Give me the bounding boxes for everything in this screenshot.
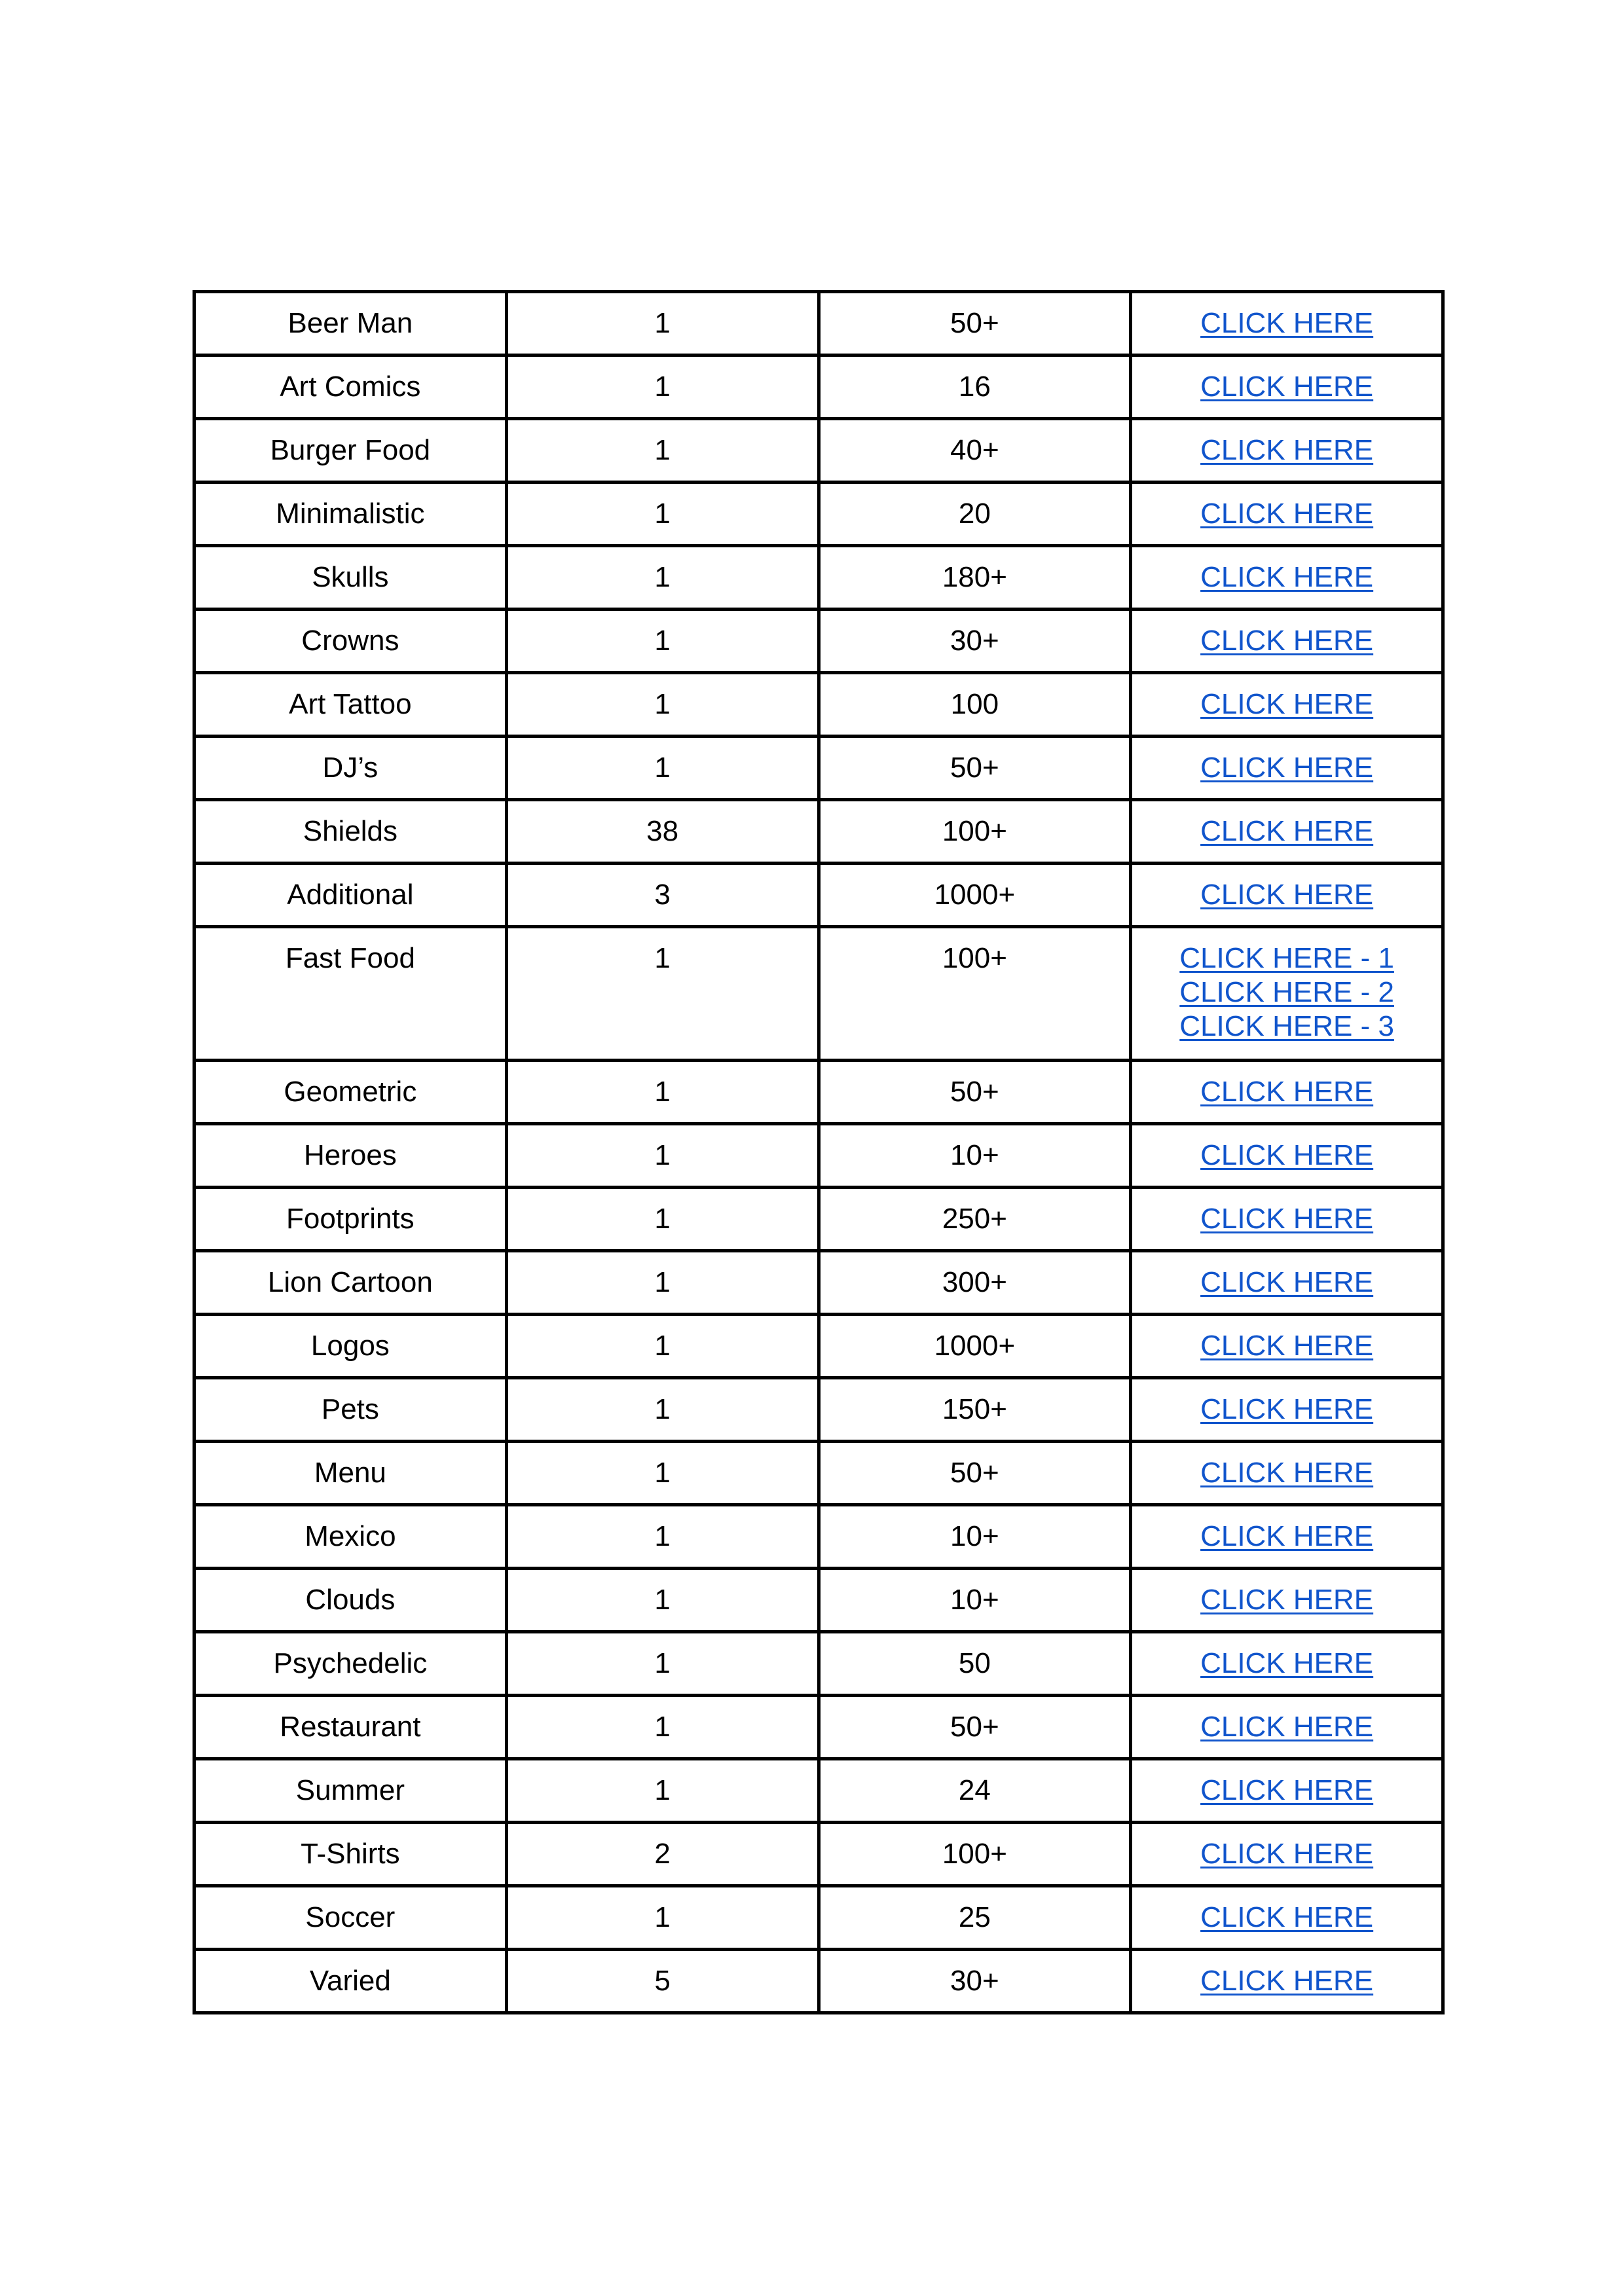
table-row	[194, 800, 1443, 864]
category-cell: Varied	[194, 1950, 507, 2013]
packs-cell: 1	[506, 1886, 819, 1950]
packs-cell: 1	[506, 1696, 819, 1759]
packs-cell: 1	[506, 1188, 819, 1251]
link-stack	[1139, 1075, 1435, 1109]
link-stack	[1139, 1393, 1435, 1427]
click-here-link[interactable]: CLICK HERE	[1200, 1076, 1374, 1108]
click-here-link[interactable]: CLICK HERE	[1200, 688, 1374, 720]
click-here-link[interactable]: CLICK HERE	[1200, 1266, 1374, 1298]
category-cell: T-Shirts	[194, 1823, 507, 1886]
link-stack	[1139, 370, 1435, 404]
link-cell	[1131, 1061, 1443, 1124]
table-row	[194, 1442, 1443, 1505]
category-cell: Clouds	[194, 1569, 507, 1632]
link-stack	[1139, 1520, 1435, 1554]
link-cell	[1131, 1632, 1443, 1696]
link-cell	[1131, 737, 1443, 800]
click-here-link[interactable]: CLICK HERE	[1200, 561, 1374, 593]
table-row	[194, 864, 1443, 927]
category-cell: Lion Cartoon	[194, 1251, 507, 1315]
click-here-link[interactable]: CLICK HERE - 3	[1179, 1010, 1394, 1042]
category-cell: Shields	[194, 800, 507, 864]
category-cell: Soccer	[194, 1886, 507, 1950]
count-cell: 40+	[819, 419, 1131, 483]
packs-cell: 1	[506, 1124, 819, 1188]
click-here-link[interactable]: CLICK HERE	[1200, 307, 1374, 339]
count-cell: 50+	[819, 292, 1131, 355]
table-row	[194, 1378, 1443, 1442]
count-cell: 100+	[819, 927, 1131, 1061]
table-row	[194, 1124, 1443, 1188]
catalog-table-body	[194, 292, 1443, 2013]
link-stack	[1139, 941, 1435, 1044]
link-stack	[1139, 1710, 1435, 1744]
link-cell	[1131, 673, 1443, 737]
link-cell	[1131, 800, 1443, 864]
click-here-link[interactable]: CLICK HERE - 2	[1179, 976, 1394, 1008]
link-stack	[1139, 1774, 1435, 1808]
count-cell: 50+	[819, 1061, 1131, 1124]
link-stack	[1139, 624, 1435, 658]
click-here-link[interactable]: CLICK HERE	[1200, 1711, 1374, 1743]
count-cell: 25	[819, 1886, 1131, 1950]
click-here-link[interactable]: CLICK HERE	[1200, 879, 1374, 911]
table-row	[194, 1823, 1443, 1886]
link-cell	[1131, 864, 1443, 927]
packs-cell: 3	[506, 864, 819, 927]
link-cell	[1131, 1124, 1443, 1188]
table-row	[194, 355, 1443, 419]
table-row	[194, 927, 1443, 1061]
table-row	[194, 1061, 1443, 1124]
link-cell	[1131, 419, 1443, 483]
count-cell: 100+	[819, 1823, 1131, 1886]
category-cell: Minimalistic	[194, 483, 507, 546]
link-stack	[1139, 1964, 1435, 1998]
link-stack	[1139, 1456, 1435, 1490]
count-cell: 50+	[819, 737, 1131, 800]
table-row	[194, 1886, 1443, 1950]
link-stack	[1139, 751, 1435, 785]
packs-cell: 1	[506, 1569, 819, 1632]
count-cell: 50	[819, 1632, 1131, 1696]
click-here-link[interactable]: CLICK HERE	[1200, 1584, 1374, 1616]
click-here-link[interactable]: CLICK HERE	[1200, 1901, 1374, 1933]
table-row	[194, 673, 1443, 737]
link-cell	[1131, 1251, 1443, 1315]
link-cell	[1131, 1442, 1443, 1505]
count-cell: 50+	[819, 1442, 1131, 1505]
link-cell	[1131, 1505, 1443, 1569]
link-stack	[1139, 1837, 1435, 1871]
link-cell	[1131, 546, 1443, 610]
link-cell	[1131, 927, 1443, 1061]
link-cell	[1131, 610, 1443, 673]
category-cell: Burger Food	[194, 419, 507, 483]
table-row	[194, 610, 1443, 673]
count-cell: 300+	[819, 1251, 1131, 1315]
category-cell: Fast Food	[194, 927, 507, 1061]
table-row	[194, 1759, 1443, 1823]
click-here-link[interactable]: CLICK HERE	[1200, 752, 1374, 784]
category-cell: Art Comics	[194, 355, 507, 419]
category-cell: Additional	[194, 864, 507, 927]
click-here-link[interactable]: CLICK HERE	[1200, 1203, 1374, 1235]
click-here-link[interactable]: CLICK HERE	[1200, 1838, 1374, 1870]
table-row	[194, 1950, 1443, 2013]
packs-cell: 1	[506, 1315, 819, 1378]
link-stack	[1139, 814, 1435, 848]
click-here-link[interactable]: CLICK HERE	[1200, 1965, 1374, 1997]
packs-cell: 1	[506, 1505, 819, 1569]
link-stack	[1139, 560, 1435, 594]
link-stack	[1139, 1647, 1435, 1681]
packs-cell: 1	[506, 1061, 819, 1124]
link-cell	[1131, 1823, 1443, 1886]
table-row	[194, 1188, 1443, 1251]
category-cell: Logos	[194, 1315, 507, 1378]
click-here-link[interactable]: CLICK HERE	[1200, 1457, 1374, 1489]
table-row	[194, 1696, 1443, 1759]
table-row	[194, 483, 1443, 546]
packs-cell: 38	[506, 800, 819, 864]
packs-cell: 5	[506, 1950, 819, 2013]
link-cell	[1131, 1950, 1443, 2013]
count-cell: 150+	[819, 1378, 1131, 1442]
click-here-link[interactable]: CLICK HERE	[1200, 1647, 1374, 1679]
link-stack	[1139, 306, 1435, 340]
category-cell: Footprints	[194, 1188, 507, 1251]
count-cell: 10+	[819, 1505, 1131, 1569]
link-cell	[1131, 1759, 1443, 1823]
link-cell	[1131, 1569, 1443, 1632]
link-stack	[1139, 687, 1435, 721]
table-row	[194, 1505, 1443, 1569]
click-here-link[interactable]: CLICK HERE	[1200, 1774, 1374, 1806]
category-cell: Mexico	[194, 1505, 507, 1569]
click-here-link[interactable]: CLICK HERE	[1200, 815, 1374, 847]
click-here-link[interactable]: CLICK HERE	[1200, 434, 1374, 466]
category-cell: Summer	[194, 1759, 507, 1823]
link-cell	[1131, 1696, 1443, 1759]
count-cell: 1000+	[819, 1315, 1131, 1378]
link-cell	[1131, 355, 1443, 419]
count-cell: 250+	[819, 1188, 1131, 1251]
category-cell: DJ’s	[194, 737, 507, 800]
link-cell	[1131, 1886, 1443, 1950]
link-cell	[1131, 483, 1443, 546]
link-stack	[1139, 1329, 1435, 1363]
category-cell: Art Tattoo	[194, 673, 507, 737]
count-cell: 20	[819, 483, 1131, 546]
count-cell: 10+	[819, 1124, 1131, 1188]
category-cell: Skulls	[194, 546, 507, 610]
table-row	[194, 737, 1443, 800]
click-here-link[interactable]: CLICK HERE	[1200, 1520, 1374, 1552]
category-cell: Heroes	[194, 1124, 507, 1188]
link-stack	[1139, 1266, 1435, 1300]
count-cell: 50+	[819, 1696, 1131, 1759]
category-cell: Crowns	[194, 610, 507, 673]
link-stack	[1139, 1202, 1435, 1236]
click-here-link[interactable]: CLICK HERE	[1200, 1330, 1374, 1362]
table-row	[194, 1315, 1443, 1378]
packs-cell: 1	[506, 927, 819, 1061]
link-cell	[1131, 1315, 1443, 1378]
count-cell: 10+	[819, 1569, 1131, 1632]
table-row	[194, 546, 1443, 610]
link-cell	[1131, 1378, 1443, 1442]
packs-cell: 1	[506, 610, 819, 673]
count-cell: 16	[819, 355, 1131, 419]
packs-cell: 1	[506, 673, 819, 737]
category-cell: Menu	[194, 1442, 507, 1505]
link-stack	[1139, 1901, 1435, 1935]
click-here-link[interactable]: CLICK HERE	[1200, 1139, 1374, 1171]
table-row	[194, 1251, 1443, 1315]
link-cell	[1131, 1188, 1443, 1251]
count-cell: 24	[819, 1759, 1131, 1823]
category-cell: Psychedelic	[194, 1632, 507, 1696]
packs-cell: 1	[506, 546, 819, 610]
count-cell: 1000+	[819, 864, 1131, 927]
packs-cell: 2	[506, 1823, 819, 1886]
packs-cell: 1	[506, 737, 819, 800]
category-cell: Beer Man	[194, 292, 507, 355]
link-cell	[1131, 292, 1443, 355]
category-cell: Pets	[194, 1378, 507, 1442]
table-row	[194, 1632, 1443, 1696]
click-here-link[interactable]: CLICK HERE - 1	[1179, 942, 1394, 974]
click-here-link[interactable]: CLICK HERE	[1200, 625, 1374, 657]
packs-cell: 1	[506, 419, 819, 483]
category-cell: Restaurant	[194, 1696, 507, 1759]
category-cell: Geometric	[194, 1061, 507, 1124]
count-cell: 100	[819, 673, 1131, 737]
packs-cell: 1	[506, 292, 819, 355]
count-cell: 30+	[819, 1950, 1131, 2013]
click-here-link[interactable]: CLICK HERE	[1200, 1393, 1374, 1425]
count-cell: 30+	[819, 610, 1131, 673]
link-stack	[1139, 497, 1435, 531]
click-here-link[interactable]: CLICK HERE	[1200, 498, 1374, 530]
catalog-table	[193, 290, 1445, 2014]
packs-cell: 1	[506, 1632, 819, 1696]
packs-cell: 1	[506, 1759, 819, 1823]
link-stack	[1139, 878, 1435, 912]
packs-cell: 1	[506, 1251, 819, 1315]
link-stack	[1139, 433, 1435, 467]
link-stack	[1139, 1583, 1435, 1617]
packs-cell: 1	[506, 355, 819, 419]
link-stack	[1139, 1139, 1435, 1173]
count-cell: 180+	[819, 546, 1131, 610]
click-here-link[interactable]: CLICK HERE	[1200, 371, 1374, 403]
count-cell: 100+	[819, 800, 1131, 864]
packs-cell: 1	[506, 1442, 819, 1505]
table-row	[194, 292, 1443, 355]
table-row	[194, 419, 1443, 483]
table-row	[194, 1569, 1443, 1632]
packs-cell: 1	[506, 1378, 819, 1442]
packs-cell: 1	[506, 483, 819, 546]
